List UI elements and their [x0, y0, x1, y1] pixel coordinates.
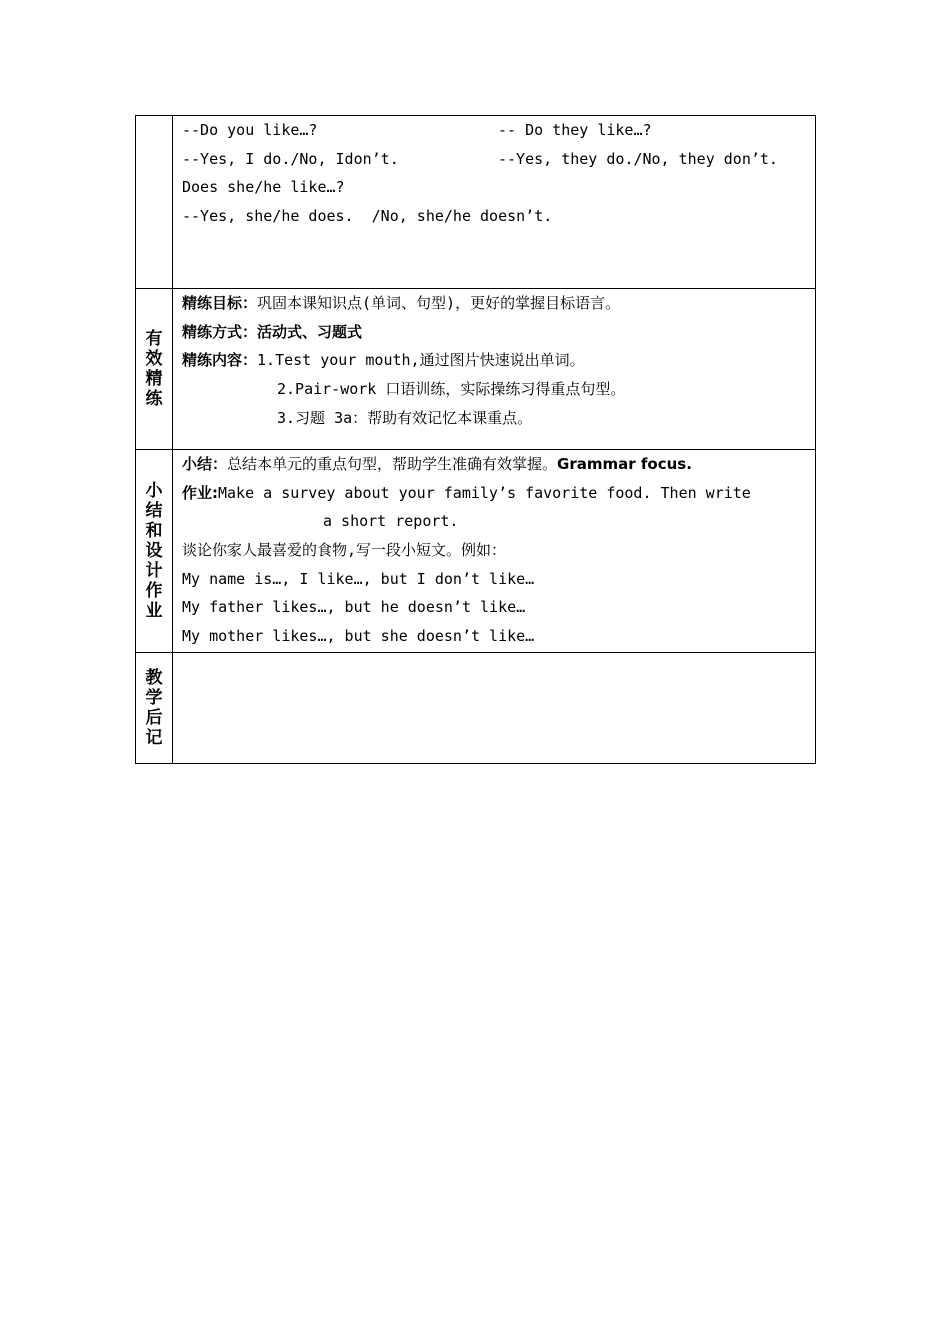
table-row-reflection [136, 653, 816, 764]
practice-content-label: 精练内容： [182, 351, 258, 370]
homework-line [182, 479, 809, 508]
dialogue-answer-she-he: --Yes, she/he does. /No, she/he doesn’t. [182, 207, 553, 226]
table-row-summary-homework [136, 450, 816, 653]
homework-example-3: My mother likes…, but she doesn’t like… [182, 627, 535, 646]
row-label-cell [136, 450, 173, 653]
summary-line [182, 450, 809, 479]
homework-example-1: My name is…, I like…, but I don’t like… [182, 569, 535, 588]
summary-text: 总结本单元的重点句型，帮助学生准确有效掌握。 [227, 455, 558, 473]
reflection-content-cell [173, 653, 816, 764]
practice-content [182, 346, 809, 375]
practice-method [182, 318, 809, 347]
homework-example-2: My father likes…, but he doesn’t like… [182, 598, 526, 617]
practice-goal [182, 289, 809, 318]
dialogue-line [182, 116, 809, 145]
table-row-dialogue [136, 116, 816, 289]
practice-content-cell [173, 289, 816, 450]
lesson-plan-table [135, 115, 816, 764]
summary-row-label: 小结和设计作业 [145, 481, 163, 621]
practice-row-label: 有效精练 [145, 329, 163, 409]
summary-grammar-focus: Grammar focus. [557, 455, 692, 473]
dialogue-answer-you: --Yes, I do./No, Idon’t. [182, 149, 399, 168]
row-label-cell [136, 116, 173, 289]
practice-content-item-3: 3.习题 3a：帮助有效记忆本课重点。 [277, 408, 533, 427]
dialogue-question-they: -- Do they like…? [498, 121, 652, 139]
dialogue-question-you: --Do you like…? [182, 121, 318, 139]
practice-method-text: 活动式、习题式 [257, 322, 363, 341]
homework-label: 作业: [182, 483, 218, 502]
practice-content-item-1: 1.Test your mouth,通过图片快速说出单词。 [257, 351, 585, 370]
dialogue-content-cell [173, 116, 816, 289]
row-label-cell [136, 289, 173, 450]
practice-method-label: 精练方式： [182, 322, 258, 341]
dialogue-answer-they: --Yes, they do./No, they don’t. [498, 149, 778, 168]
summary-content-cell [173, 450, 816, 653]
summary-label: 小结： [182, 455, 228, 473]
table-row-practice [136, 289, 816, 450]
practice-content-item-2: 2.Pair-work 口语训练，实际操练习得重点句型。 [277, 380, 626, 399]
reflection-row-label: 教学后记 [145, 668, 163, 748]
practice-goal-label: 精练目标： [182, 294, 258, 312]
row-label-cell [136, 653, 173, 764]
practice-goal-text: 巩固本课知识点(单词、句型)，更好的掌握目标语言。 [257, 294, 621, 312]
homework-text: Make a survey about your family’s favorite food. Then write [218, 483, 751, 502]
dialogue-question-she-he: Does she/he like…? [182, 178, 345, 197]
dialogue-line [182, 145, 809, 174]
homework-text-continued: a short report. [323, 512, 459, 531]
homework-chinese-task: 谈论你家人最喜爱的食物,写一段小短文。例如： [182, 541, 507, 560]
